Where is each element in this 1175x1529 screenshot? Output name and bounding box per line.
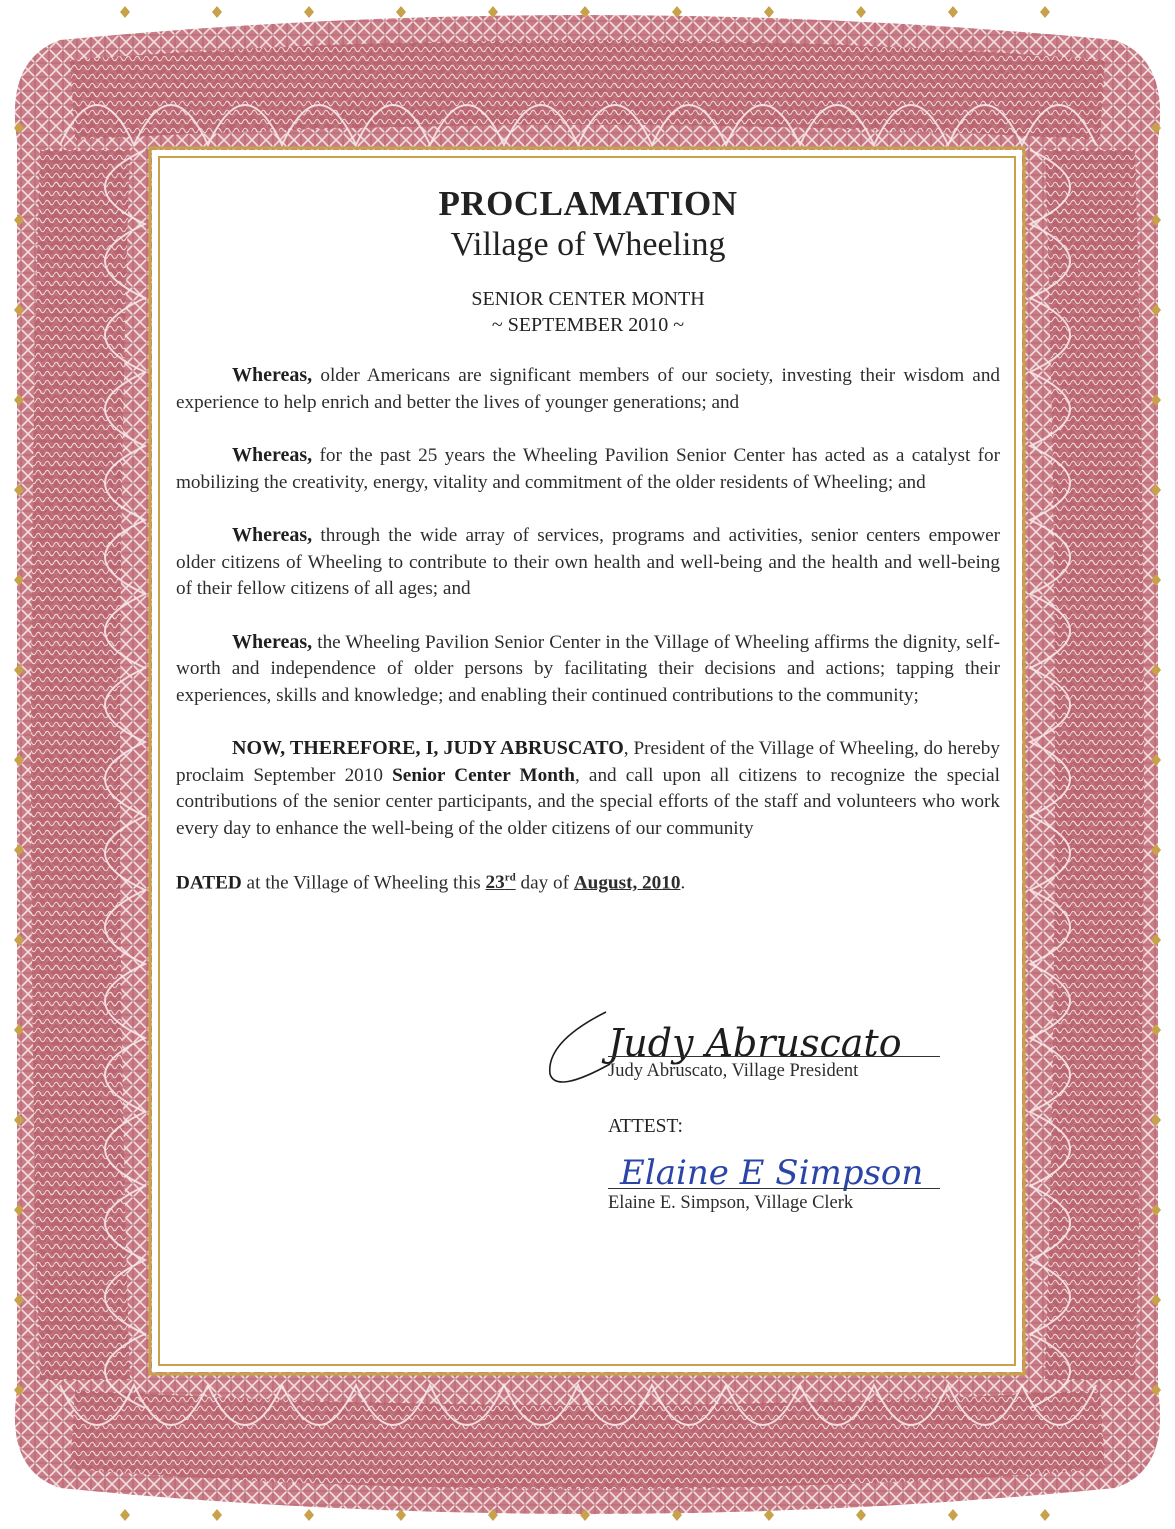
whereas-lead: Whereas, (232, 524, 313, 546)
dated-end: . (680, 872, 686, 894)
whereas-paragraph (176, 629, 1000, 710)
whereas-text: for the past 25 years the Wheeling Pavilion Senior Center has acted as a catalyst for mobilizing the creativity, energy, vitality and commitment of the older residents of Wheeling; and (176, 445, 1000, 493)
proclamation-body (176, 172, 1000, 1340)
whereas-paragraph (176, 522, 1000, 603)
clerk-caption: Elaine E. Simpson, Village Clerk (608, 1193, 854, 1213)
dated-month-year: August, 2010 (573, 872, 681, 894)
occasion-date: ~ SEPTEMBER 2010 ~ (491, 314, 685, 336)
president-signature-text: Judy Abruscato (608, 1021, 902, 1065)
occasion-name: SENIOR CENTER MONTH (471, 288, 705, 310)
whereas-lead: Whereas, (232, 364, 313, 386)
resolution-emphasis: Senior Center Month (392, 764, 575, 786)
whereas-text: through the wide array of services, programs and activities, senior centers empower older citizens of Wheeling to contribute to their own health and well-being and the health and well-being of their fellow citizens of all ages; and (176, 525, 1000, 599)
president-signature-block (608, 1056, 1000, 1082)
resolution-paragraph (176, 735, 1000, 842)
president-caption: Judy Abruscato, Village President (608, 1061, 859, 1081)
signature-line (608, 1056, 940, 1057)
clerk-signature-block (608, 1188, 1000, 1214)
dated-day (486, 872, 516, 893)
page-title: PROCLAMATION (438, 184, 738, 223)
dated-line (176, 872, 1000, 894)
dated-text-b: day of (520, 872, 570, 894)
whereas-paragraph (176, 442, 1000, 496)
signature-line (608, 1188, 940, 1189)
dated-text-a: at the Village of Wheeling this (246, 872, 481, 894)
attest-label: ATTEST: (608, 1116, 683, 1137)
occasion-heading (176, 286, 1000, 338)
dated-day-suffix: rd (504, 872, 516, 884)
page-subtitle: Village of Wheeling (450, 226, 726, 263)
dated-lead: DATED (176, 872, 242, 894)
clerk-signature-text: Elaine E Simpson (620, 1153, 924, 1193)
whereas-paragraph (176, 362, 1000, 416)
whereas-text: older Americans are significant members of our society, investing their wisdom and experience to help enrich and better the lives of younger generations; and (176, 365, 1001, 413)
resolution-text-a: , President of the Village of Wheeling, do hereby proclaim September 2010 (176, 738, 1000, 786)
whereas-lead: Whereas, (232, 630, 313, 653)
whereas-lead: Whereas, (232, 444, 313, 466)
dated-day-number: 23 (485, 872, 505, 894)
whereas-text: the Wheeling Pavilion Senior Center in the Village of Wheeling affirms the dignity, self-worth and independence of older persons by facilitating their decisions and actions; tapping their experiences, skills and knowledge; and enabling their continued contributions to the community; (176, 631, 1000, 706)
resolution-text-b: , and call upon all citizens to recognize the special contributions of the senior center participants, and the special efforts of the staff and volunteers who work every day to enhance the well-being of the older citizens of our community (176, 764, 1001, 839)
resolution-lead: NOW, THEREFORE, I, JUDY ABRUSCATO (232, 737, 624, 759)
